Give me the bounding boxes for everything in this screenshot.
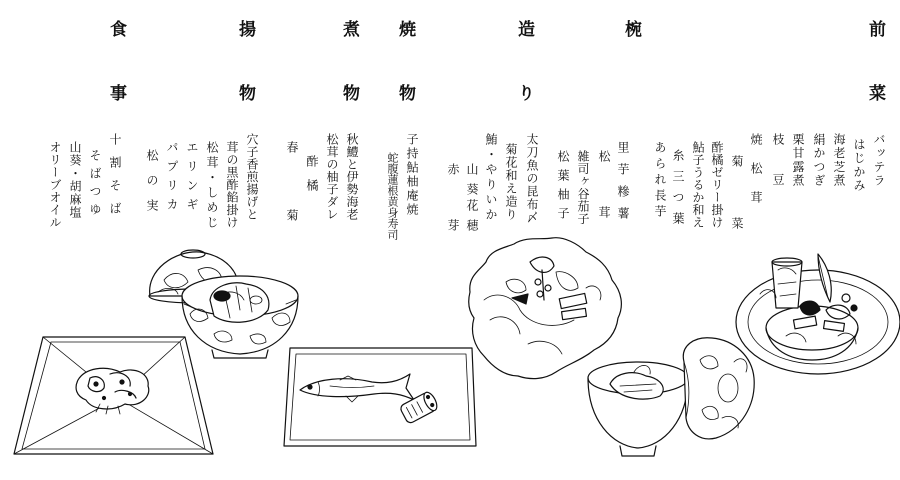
- agemono-item: エリンギ: [185, 141, 199, 217]
- zensai-item: 糸三つ葉: [671, 149, 685, 233]
- heading-wan: 椀: [621, 20, 641, 84]
- wan-item: 松葉柚子: [556, 150, 570, 226]
- zensai-item: バッテラ: [872, 133, 886, 188]
- wan-item: 里芋糝薯: [616, 141, 630, 229]
- zensai-item: 鮎子うるか和え: [691, 141, 705, 229]
- tsukuri-item: 太刀魚の昆布〆: [525, 133, 539, 224]
- shokuji-item: オリーブオイル: [48, 141, 62, 229]
- agemono-item: 松の実: [145, 149, 159, 224]
- zensai-item: 海老芝煮: [832, 133, 846, 188]
- shokuji-item: そばつゆ: [88, 149, 102, 221]
- nimono-item: 酢橘: [305, 155, 319, 203]
- agemono-item: パプリカ: [165, 141, 179, 217]
- nimono-item: 秋鱧と伊勢海老: [345, 133, 359, 221]
- shokuji-item: 山葵・胡麻塩: [68, 141, 82, 219]
- wan-item: 雑司ヶ谷茄子: [576, 150, 590, 225]
- square-plate-icon: [14, 337, 213, 454]
- zensai-item: 菊菜: [730, 155, 744, 279]
- tsukuri-item: 鮪・やりいか: [484, 133, 498, 223]
- agemono-item: 松茸・しめじ: [205, 141, 219, 231]
- yakimono-item: 蛇腹蓮根黄身寿司: [386, 152, 399, 240]
- tsukuri-item: 菊花和え造り: [504, 143, 518, 221]
- heading-agemono: 揚物: [235, 20, 255, 148]
- zensai-item: あられ長芋: [653, 141, 667, 221]
- appetizer-platter-icon: [736, 254, 900, 374]
- heading-zensai: 前菜: [865, 20, 885, 148]
- zensai-item: 絹かつぎ: [812, 133, 826, 188]
- soup-bowl-icon: [588, 338, 754, 456]
- zensai-item: はじかみ: [852, 138, 866, 193]
- nimono-item: 松茸の柚子ダレ: [325, 133, 339, 221]
- zensai-item: 酢橘ゼリー掛け: [710, 141, 724, 229]
- wan-item: 松茸: [597, 150, 611, 262]
- heading-tsukuri: 造り: [514, 20, 534, 148]
- tsukuri-item: 山葵: [465, 163, 479, 203]
- agemono-item: 穴子香煎揚げと: [245, 133, 259, 221]
- shokuji-item: 十割そば: [108, 133, 122, 225]
- heading-shokuji: 食事: [106, 20, 126, 148]
- zensai-item: 栗甘露煮: [791, 133, 805, 188]
- tsukuri-item: 花穂: [465, 199, 479, 239]
- yakimono-item: 子持鮎柚庵焼: [405, 133, 419, 217]
- heading-nimono: 煮物: [339, 20, 359, 148]
- heading-yakimono: 焼物: [395, 20, 415, 148]
- tsukuri-item: 赤芽: [446, 163, 460, 275]
- zensai-item: 枝豆: [771, 133, 785, 213]
- zensai-item: 焼松茸: [749, 133, 763, 220]
- agemono-item: 茸の黒酢餡掛け: [225, 141, 239, 229]
- leaf-dish-icon: [469, 238, 622, 379]
- fish-tray-icon: [284, 348, 476, 446]
- nimono-item: 春菊: [285, 141, 299, 277]
